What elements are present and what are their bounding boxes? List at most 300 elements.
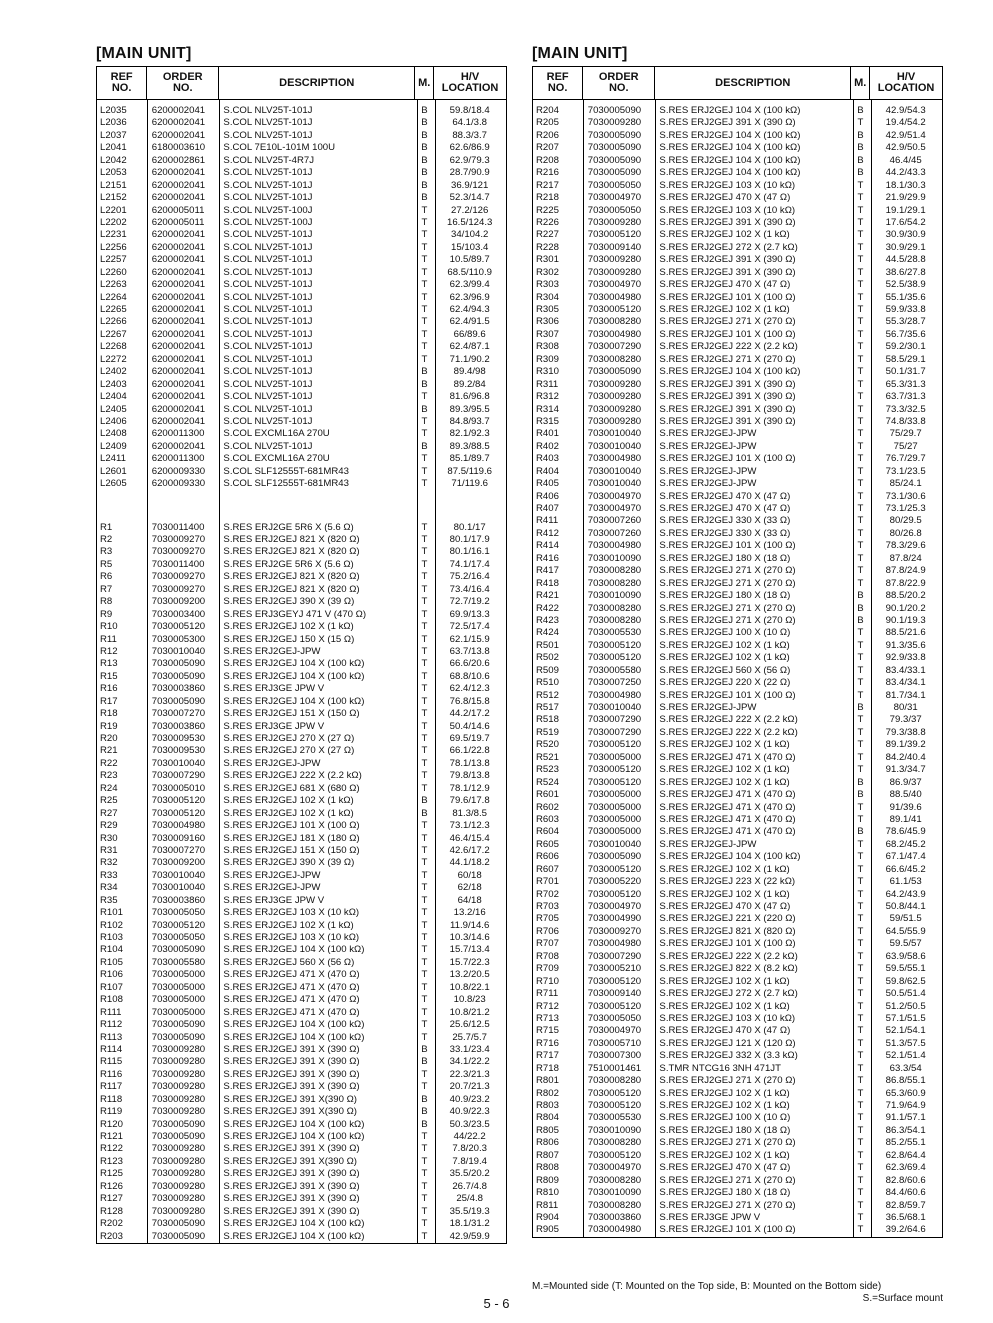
ref-no: R111	[100, 1006, 122, 1018]
description: S.RES ERJ2GEJ 470 X (47 Ω)	[659, 490, 791, 502]
table-row	[97, 596, 506, 608]
ref-no: R31	[100, 844, 118, 856]
hv-location: 59.8/18.4	[449, 105, 490, 116]
table-row	[97, 770, 506, 782]
mounted-side: T	[857, 1037, 864, 1049]
description: S.RES ERJ2GEJ 101 X (100 Ω)	[659, 938, 796, 950]
table-row	[533, 727, 942, 739]
ref-no: L2406	[100, 415, 127, 427]
ref-no: R715	[536, 1025, 559, 1037]
ref-no: R421	[536, 590, 559, 602]
mounted-side: T	[421, 583, 428, 595]
order-no: 7030008280	[587, 316, 642, 328]
ref-no: R702	[536, 888, 559, 900]
order-no: 7030005530	[587, 1112, 642, 1124]
mounted-side: T	[857, 739, 864, 751]
ref-no: R20	[100, 733, 118, 744]
ref-no: R6	[100, 571, 113, 583]
mounted-side: T	[857, 440, 864, 452]
mounted-side: T	[421, 782, 428, 794]
hv-location: 62.4/87.1	[449, 341, 490, 353]
mounted-side: T	[857, 1012, 864, 1024]
order-no: 7030005120	[151, 795, 206, 807]
hv-location: 66.6/20.6	[449, 658, 490, 670]
order-no: 7030009280	[151, 1068, 206, 1080]
table-row	[533, 702, 942, 714]
order-no: 7030005000	[151, 994, 206, 1006]
hv-location: 62.4/91.5	[449, 316, 490, 328]
mounted-side: T	[857, 179, 864, 191]
mounted-side: T	[857, 751, 864, 763]
ref-no: R807	[536, 1149, 559, 1161]
ref-no: R302	[536, 266, 559, 278]
order-no: 7030003860	[587, 1211, 642, 1223]
hv-location: 59/51.5	[889, 913, 922, 925]
order-no: 7030009270	[151, 583, 206, 595]
mounted-side: T	[857, 838, 864, 850]
mounted-side: T	[421, 683, 428, 695]
mounted-side: T	[421, 453, 428, 465]
hv-location: 57.1/51.5	[885, 1012, 926, 1024]
description: S.COL NLV25T-101J	[223, 167, 313, 179]
hv-location: 72.7/19.2	[449, 596, 490, 608]
hv-location: 64.5/55.9	[885, 925, 926, 937]
mounted-side: B	[421, 378, 428, 390]
mounted-side: T	[421, 478, 428, 490]
mounted-side: T	[421, 608, 428, 620]
mounted-side: B	[421, 440, 428, 452]
order-no: 7030005050	[151, 932, 206, 943]
ref-no: R802	[536, 1087, 559, 1099]
table-row	[533, 1001, 942, 1013]
ref-no: R127	[100, 1193, 123, 1205]
table-row	[97, 571, 506, 583]
description: S.COL NLV25T-101J	[223, 241, 313, 253]
order-no: 7030009140	[587, 988, 642, 1000]
hv-location: 25.7/5.7	[452, 1031, 488, 1043]
order-no: 7030005120	[587, 229, 642, 241]
hv-location: 52.5/38.9	[885, 279, 926, 291]
hv-location: 51.2/50.5	[885, 1000, 926, 1012]
description: S.RES ERJ2GEJ 104 X (100 kΩ)	[223, 1131, 365, 1142]
header-order-no: ORDER NO.	[147, 67, 219, 99]
mounted-side: B	[421, 795, 428, 807]
description: S.RES ERJ2GEJ 390 X (39 Ω)	[223, 857, 355, 869]
table-row	[533, 416, 942, 428]
mounted-side: T	[857, 527, 864, 539]
hv-location: 91.3/35.6	[885, 639, 926, 651]
mounted-side: T	[857, 1174, 864, 1186]
order-no: 7030005210	[587, 963, 642, 975]
table-row	[533, 316, 942, 328]
description: S.RES ERJ2GEJ 391 X (390 Ω)	[223, 1056, 360, 1068]
order-no: 7030005120	[587, 1100, 642, 1111]
mounted-side: T	[421, 1143, 428, 1155]
mounted-side: T	[421, 981, 428, 993]
description: S.COL NLV25T-4R7J	[223, 154, 315, 166]
hv-location: 59.5/55.1	[885, 963, 926, 975]
hv-location: 84.2/40.4	[885, 751, 926, 763]
order-no: 7030005050	[587, 204, 642, 216]
hv-location: 86.3/54.1	[885, 1124, 926, 1136]
header-mounted: M.	[851, 67, 870, 99]
header-ref-no: REF NO.	[97, 67, 147, 99]
mounted-side: B	[421, 403, 428, 415]
ref-no: R225	[536, 204, 559, 216]
table-row	[533, 142, 942, 154]
hv-location: 89.2/84	[453, 378, 486, 390]
table-row	[533, 1137, 942, 1149]
order-no: 7030004970	[587, 503, 642, 514]
ref-no: R208	[536, 154, 559, 166]
mounted-side: T	[857, 689, 864, 701]
table-row	[97, 217, 506, 229]
order-no: 7030009280	[151, 1155, 206, 1167]
order-no: 7030004980	[587, 689, 642, 701]
mounted-side: B	[421, 1043, 428, 1055]
hv-location: 55.3/28.7	[885, 316, 926, 328]
order-no: 7030009270	[151, 534, 206, 545]
ref-no: R118	[100, 1093, 123, 1105]
mounted-side: T	[857, 304, 864, 315]
order-no: 7030005090	[587, 129, 642, 141]
hv-location: 78.6/45.9	[885, 826, 926, 838]
hv-location: 65.3/31.3	[885, 378, 926, 390]
description: S.RES ERJ2GEJ 391 X (390 Ω)	[223, 1193, 360, 1205]
description: S.RES ERJ2GEJ 102 X (1 kΩ)	[659, 1149, 790, 1161]
order-no: 7030008280	[587, 614, 642, 626]
description: S.RES ERJ2GEJ 471 X (470 Ω)	[659, 801, 796, 813]
description: S.RES ERJ2GEJ 101 X (100 Ω)	[223, 820, 360, 832]
order-no: 6200009330	[151, 478, 206, 490]
ref-no: R115	[100, 1056, 123, 1068]
order-no: 7030005090	[587, 851, 642, 863]
order-no: 7030005050	[587, 179, 642, 191]
description: S.RES ERJ2GEJ 222 X (2.2 kΩ)	[659, 950, 798, 962]
table-row	[533, 926, 942, 938]
ref-no: R9	[100, 608, 113, 620]
hv-location: 62.4/94.3	[449, 304, 490, 315]
order-no: 7030005120	[587, 863, 642, 875]
hv-location: 62.3/69.4	[885, 1162, 926, 1174]
mounted-side: T	[421, 708, 428, 720]
order-no: 7030005710	[587, 1037, 642, 1049]
mounted-side: T	[857, 229, 864, 241]
table-row	[533, 1100, 942, 1112]
ref-no: L2202	[100, 216, 127, 228]
hv-location: 13.2/20.5	[449, 969, 490, 981]
description: S.RES ERJ2GEJ 101 X (100 Ω)	[659, 453, 796, 465]
table-row	[533, 1162, 942, 1174]
order-no: 7030005120	[587, 639, 642, 651]
description: S.RES ERJ2GE 5R6 X (5.6 Ω)	[223, 521, 354, 533]
description: S.COL NLV25T-101J	[223, 304, 313, 315]
ref-no: R306	[536, 316, 559, 328]
table-row	[533, 739, 942, 751]
hv-location: 50.3/23.5	[449, 1118, 490, 1130]
ref-no: R228	[536, 241, 559, 253]
ref-no: R305	[536, 304, 559, 315]
description: S.RES ERJ2GEJ 271 X (270 Ω)	[659, 1075, 796, 1087]
description: S.RES ERJ3GE JPW V	[223, 894, 325, 906]
mounted-side: B	[857, 129, 864, 141]
ref-no: L2036	[100, 117, 127, 129]
ref-no: R710	[536, 975, 559, 987]
hv-location: 16.5/124.3	[447, 216, 493, 228]
mounted-side: T	[421, 994, 428, 1006]
order-no: 7030005120	[587, 764, 642, 776]
ref-no: R11	[100, 633, 117, 645]
mounted-side: T	[857, 503, 864, 514]
mounted-side: T	[857, 664, 864, 676]
table-row	[533, 976, 942, 988]
table-row	[533, 814, 942, 826]
description: S.RES ERJ2GEJ-JPW	[659, 478, 757, 490]
table-row	[533, 1175, 942, 1187]
ref-no: R309	[536, 353, 559, 365]
table-row	[97, 646, 506, 658]
ref-no: R216	[536, 167, 559, 179]
hv-location: 10.8/21.2	[449, 1006, 490, 1018]
mounted-side: T	[421, 956, 428, 968]
mounted-side: T	[857, 913, 864, 925]
ref-no: L2053	[100, 167, 127, 179]
ref-no: R518	[536, 714, 559, 726]
table-row	[533, 864, 942, 876]
order-no: 6200002041	[151, 117, 206, 129]
parts-list-right	[532, 44, 943, 1238]
table-row	[97, 205, 506, 217]
mounted-side: B	[421, 129, 428, 141]
order-no: 6200002041	[151, 304, 206, 315]
order-no: 7030009280	[151, 1056, 206, 1068]
description: S.RES ERJ2GEJ 391 X (390 Ω)	[659, 254, 796, 266]
order-no: 7030009280	[151, 1043, 206, 1055]
mounted-side: T	[421, 1193, 428, 1205]
order-no: 7030003860	[151, 894, 206, 906]
order-no: 7030005090	[587, 366, 642, 378]
table-header	[533, 67, 942, 100]
table-row	[97, 441, 506, 453]
mounted-side: T	[421, 1131, 428, 1142]
table-row	[533, 1200, 942, 1212]
order-no: 7030005090	[151, 1118, 206, 1130]
table-row	[533, 466, 942, 478]
mounted-side: T	[421, 670, 428, 682]
hv-location: 80/29.5	[889, 515, 922, 527]
ref-no: R713	[536, 1012, 559, 1024]
table-row	[533, 503, 942, 515]
table-row	[533, 565, 942, 577]
hv-location: 79.3/38.8	[885, 726, 926, 738]
parts-table	[96, 66, 507, 1244]
description: S.RES ERJ3GE JPW V	[223, 683, 325, 695]
table-row	[97, 1156, 506, 1168]
mounted-side: T	[857, 428, 864, 440]
table-row	[97, 969, 506, 981]
order-no: 7030005000	[587, 789, 642, 801]
hv-location: 81.7/34.1	[885, 689, 926, 701]
description: S.RES ERJ2GEJ-JPW	[659, 428, 757, 440]
table-row	[533, 951, 942, 963]
mounted-side: T	[857, 813, 864, 825]
table-row	[97, 1193, 506, 1205]
order-no: 7030009270	[151, 546, 206, 558]
description: S.RES ERJ2GEJ 271 X (270 Ω)	[659, 602, 796, 614]
table-row	[97, 1206, 506, 1218]
mounted-side: B	[421, 807, 428, 819]
ref-no: R412	[536, 527, 559, 539]
hv-location: 88.5/21.6	[885, 627, 926, 639]
ref-no: R716	[536, 1037, 559, 1049]
mounted-side: B	[857, 614, 864, 626]
ref-no: R405	[536, 478, 559, 490]
ref-no: R523	[536, 764, 559, 776]
table-row	[533, 1224, 942, 1236]
order-no: 7030009270	[587, 925, 642, 937]
hv-location: 81.3/8.5	[452, 807, 488, 819]
ref-no: R120	[100, 1118, 123, 1130]
mounted-side: T	[857, 950, 864, 962]
order-no: 7030008280	[587, 1199, 642, 1211]
ref-no: R27	[100, 807, 118, 819]
table-row	[97, 1094, 506, 1106]
table-row	[97, 105, 506, 117]
order-no: 7030009280	[151, 1143, 206, 1155]
mounted-side: T	[857, 415, 864, 427]
description: S.RES ERJ2GEJ 151 X (150 Ω)	[223, 708, 360, 720]
hv-location: 80.1/17.9	[449, 534, 490, 545]
order-no: 7030009280	[151, 1205, 206, 1217]
hv-location: 62.3/96.9	[449, 291, 490, 303]
ref-no: L2264	[100, 291, 127, 303]
table-row	[533, 677, 942, 689]
description: S.RES ERJ2GEJ 391 X(390 Ω)	[223, 1155, 357, 1167]
hv-location: 21.9/29.9	[885, 192, 926, 204]
description: S.RES ERJ2GEJ-JPW	[223, 882, 321, 894]
ref-no: L2601	[100, 465, 127, 477]
order-no: 7030011400	[151, 521, 205, 533]
hv-location: 15.7/13.4	[449, 944, 490, 956]
table-row	[533, 789, 942, 801]
description: S.COL NLV25T-101J	[223, 117, 313, 129]
hv-location: 42.9/50.5	[885, 142, 926, 154]
ref-no: R423	[536, 614, 559, 626]
description: S.RES ERJ2GEJ 104 X (100 kΩ)	[659, 142, 801, 154]
table-row	[97, 584, 506, 596]
hv-location: 19.4/54.2	[885, 117, 926, 129]
ref-no: R308	[536, 341, 559, 353]
hv-location: 66.6/45.2	[885, 863, 926, 875]
description: S.RES ERJ2GEJ 102 X (1 kΩ)	[659, 863, 790, 875]
table-row	[533, 603, 942, 615]
order-no: 7030005580	[151, 956, 206, 968]
table-row	[97, 155, 506, 167]
mounted-side: B	[421, 192, 428, 204]
ref-no: R2	[100, 534, 113, 545]
hv-location: 78.1/13.8	[449, 757, 490, 769]
mounted-side: T	[421, 229, 428, 241]
hv-location: 59.8/62.5	[885, 975, 926, 987]
mounted-side: T	[421, 353, 428, 365]
ref-no: R122	[100, 1143, 123, 1155]
ref-no: L2605	[100, 478, 127, 490]
table-row	[97, 341, 506, 353]
order-no: 7030005090	[151, 1218, 206, 1230]
mounted-side: T	[421, 465, 428, 477]
ref-no: R5	[100, 558, 113, 570]
parts-table	[532, 66, 943, 1238]
description: S.RES ERJ2GEJ 102 X (1 kΩ)	[659, 229, 790, 241]
hv-location: 85.1/89.7	[449, 453, 490, 465]
hv-location: 62/18	[457, 882, 482, 894]
description: S.RES ERJ2GEJ 222 X (2.2 kΩ)	[223, 770, 362, 782]
table-row	[97, 845, 506, 857]
order-no: 6200005011	[151, 204, 205, 216]
table-row	[97, 130, 506, 142]
table-row	[97, 994, 506, 1006]
table-row	[97, 453, 506, 465]
table-row	[97, 1218, 506, 1230]
order-no: 7030005120	[587, 1000, 642, 1012]
hv-location: 62.8/64.4	[885, 1149, 926, 1161]
hv-location: 73.1/30.6	[885, 490, 926, 502]
order-no: 7030005120	[151, 621, 206, 633]
ref-no: R104	[100, 944, 123, 956]
order-no: 7030004970	[587, 192, 642, 204]
mounted-side: T	[857, 465, 864, 477]
mounted-side: T	[421, 882, 428, 894]
description: S.RES ERJ2GEJ-JPW	[659, 465, 757, 477]
table-row	[533, 839, 942, 851]
mounted-side: B	[421, 154, 428, 166]
description: S.COL NLV25T-101J	[223, 415, 313, 427]
ref-no: R202	[100, 1218, 123, 1230]
order-no: 7030003860	[151, 720, 206, 732]
description: S.COL EXCML16A 270U	[223, 453, 330, 465]
hv-location: 44.5/28.8	[885, 254, 926, 266]
ref-no: R424	[536, 627, 559, 639]
ref-no: R125	[100, 1168, 123, 1180]
ref-no: R805	[536, 1124, 559, 1136]
ref-no: R517	[536, 702, 559, 713]
order-no: 6200002041	[151, 266, 206, 278]
description: S.RES ERJ2GEJ-JPW	[223, 869, 321, 881]
order-no: 7030005120	[587, 1149, 642, 1161]
order-no: 7030010090	[587, 552, 642, 564]
table-row	[97, 229, 506, 241]
table-row	[533, 428, 942, 440]
description: S.RES ERJ2GEJ 391 X (390 Ω)	[223, 1081, 360, 1093]
mounted-side: B	[857, 142, 864, 154]
hv-location: 46.4/45	[889, 154, 922, 166]
table-row	[97, 167, 506, 179]
table-body	[533, 100, 942, 1237]
order-no: 7030004970	[587, 1162, 642, 1174]
hv-location: 7.8/20.3	[452, 1143, 488, 1155]
description: S.COL NLV25T-101J	[223, 328, 313, 340]
description: S.COL NLV25T-101J	[223, 291, 313, 303]
hv-location: 62.9/79.3	[449, 154, 490, 166]
mounted-side: B	[857, 154, 864, 166]
hv-location: 35.5/19.3	[449, 1205, 490, 1217]
order-no: 7030009280	[587, 216, 642, 228]
ref-no: R106	[100, 969, 123, 981]
ref-no: R24	[100, 782, 118, 794]
hv-location: 92.9/33.8	[885, 652, 926, 664]
description: S.RES ERJ2GEJ 471 X (470 Ω)	[659, 789, 796, 801]
page-number: 5 - 6	[483, 1296, 510, 1311]
